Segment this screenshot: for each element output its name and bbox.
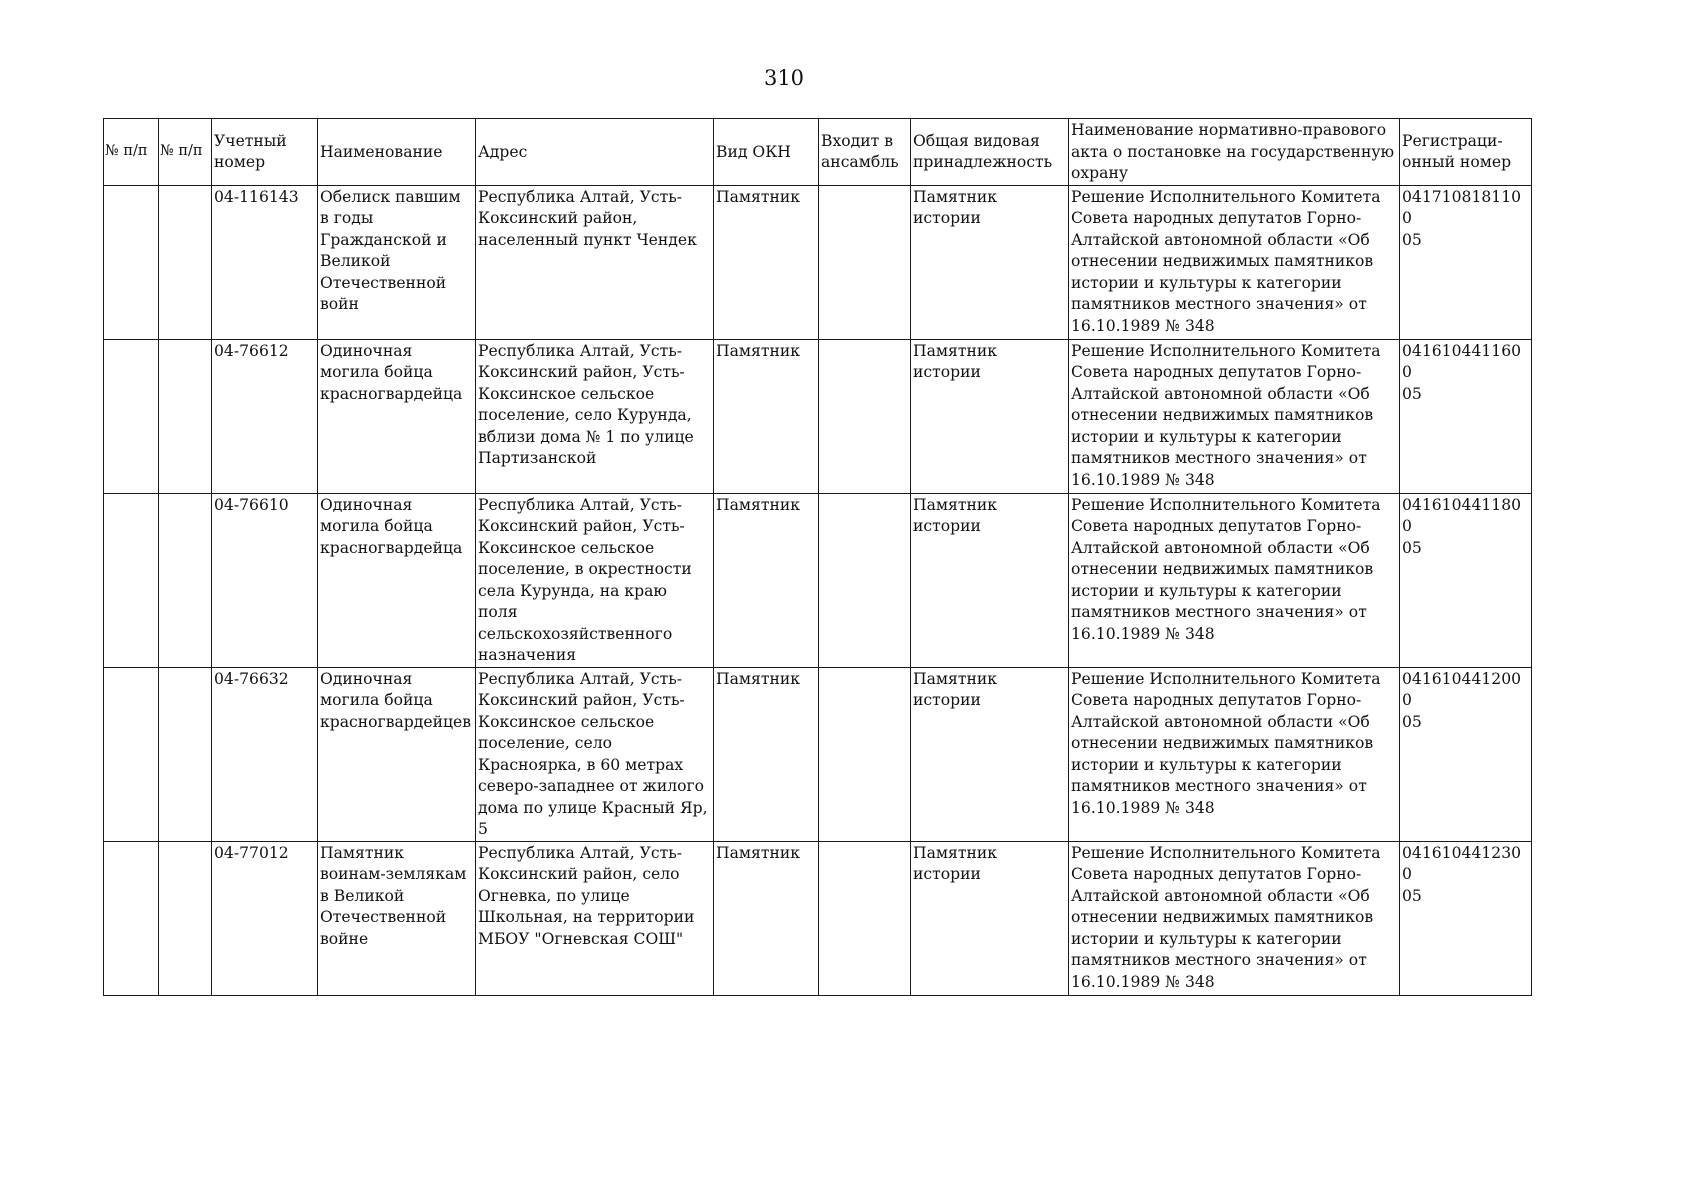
- cell-number-2: [159, 841, 212, 995]
- header-cell-act: Наименование нормативно-правового акта о постановке на государственную охрану: [1069, 119, 1400, 186]
- cell-number-1: [104, 185, 159, 339]
- cell-ensemble: [819, 667, 911, 841]
- cell-reg-number: 0416104412000 05: [1400, 667, 1532, 841]
- cell-address: Республика Алтай, Усть-Коксинский район, Усть-Коксинское сельское поселение, в окрестности села Курунда, на краю поля сельскохозяйственного назначения: [476, 493, 714, 667]
- header-cell-address: Адрес: [476, 119, 714, 186]
- header-cell-name: Наименование: [318, 119, 476, 186]
- cell-name: Обелиск павшим в годы Гражданской и Великой Отечественной войн: [318, 185, 476, 339]
- cell-account-number: 04-116143: [212, 185, 318, 339]
- cell-reg-number: 0416104411600 05: [1400, 339, 1532, 493]
- cell-name: Одиночная могила бойца красногвардейца: [318, 493, 476, 667]
- cell-reg-number: 0416104411800 05: [1400, 493, 1532, 667]
- cell-account-number: 04-76612: [212, 339, 318, 493]
- page-number: 310: [763, 66, 805, 90]
- cell-okn-type: Памятник: [714, 185, 819, 339]
- cell-name: Памятник воинам-землякам в Великой Отечественной войне: [318, 841, 476, 995]
- table-row: [104, 667, 1532, 841]
- cell-account-number: 04-77012: [212, 841, 318, 995]
- table-row: [104, 841, 1532, 995]
- cell-number-2: [159, 667, 212, 841]
- cell-act: Решение Исполнительного Комитета Совета народных депутатов Горно-Алтайской автономной области «Об отнесении недвижимых памятников истории и культуры к категории памятников местного значения» от 16.10.1989 № 348: [1069, 841, 1400, 995]
- cell-name: Одиночная могила бойца красногвардейцев: [318, 667, 476, 841]
- cell-number-2: [159, 339, 212, 493]
- cell-account-number: 04-76610: [212, 493, 318, 667]
- cell-act: Решение Исполнительного Комитета Совета народных депутатов Горно-Алтайской автономной области «Об отнесении недвижимых памятников истории и культуры к категории памятников местного значения» от 16.10.1989 № 348: [1069, 339, 1400, 493]
- header-cell-number-1: № п/п: [104, 119, 159, 186]
- header-cell-okn-type: Вид ОКН: [714, 119, 819, 186]
- header-cell-number-2: № п/п: [159, 119, 212, 186]
- cell-number-1: [104, 667, 159, 841]
- cell-okn-type: Памятник: [714, 841, 819, 995]
- cell-okn-type: Памятник: [714, 493, 819, 667]
- cell-ensemble: [819, 185, 911, 339]
- cell-number-1: [104, 339, 159, 493]
- cell-number-2: [159, 493, 212, 667]
- table-row: [104, 339, 1532, 493]
- cell-act: Решение Исполнительного Комитета Совета народных депутатов Горно-Алтайской автономной области «Об отнесении недвижимых памятников истории и культуры к категории памятников местного значения» от 16.10.1989 № 348: [1069, 493, 1400, 667]
- heritage-registry-table: [103, 118, 1532, 996]
- table-row: [104, 185, 1532, 339]
- cell-act: Решение Исполнительного Комитета Совета народных депутатов Горно-Алтайской автономной области «Об отнесении недвижимых памятников истории и культуры к категории памятников местного значения» от 16.10.1989 № 348: [1069, 667, 1400, 841]
- cell-category: Памятник истории: [911, 185, 1069, 339]
- cell-ensemble: [819, 339, 911, 493]
- cell-ensemble: [819, 493, 911, 667]
- cell-address: Республика Алтай, Усть-Коксинский район, населенный пункт Чендек: [476, 185, 714, 339]
- header-cell-ensemble: Входит в ансамбль: [819, 119, 911, 186]
- cell-okn-type: Памятник: [714, 339, 819, 493]
- cell-account-number: 04-76632: [212, 667, 318, 841]
- table-header-row: [104, 119, 1532, 186]
- cell-ensemble: [819, 841, 911, 995]
- header-cell-reg-number: Регистраци- онный номер: [1400, 119, 1532, 186]
- cell-category: Памятник истории: [911, 493, 1069, 667]
- header-cell-account-number: Учетный номер: [212, 119, 318, 186]
- cell-act: Решение Исполнительного Комитета Совета народных депутатов Горно-Алтайской автономной области «Об отнесении недвижимых памятников истории и культуры к категории памятников местного значения» от 16.10.1989 № 348: [1069, 185, 1400, 339]
- cell-address: Республика Алтай, Усть-Коксинский район, Усть-Коксинское сельское поселение, село Красноярка, в 60 метрах северо-западнее от жилого дома по улице Красный Яр, 5: [476, 667, 714, 841]
- cell-reg-number: 0416104412300 05: [1400, 841, 1532, 995]
- cell-category: Памятник истории: [911, 841, 1069, 995]
- header-cell-category: Общая видовая принадлежность: [911, 119, 1069, 186]
- cell-name: Одиночная могила бойца красногвардейца: [318, 339, 476, 493]
- cell-number-2: [159, 185, 212, 339]
- table-row: [104, 493, 1532, 667]
- cell-address: Республика Алтай, Усть-Коксинский район, село Огневка, по улице Школьная, на территории МБОУ "Огневская СОШ": [476, 841, 714, 995]
- cell-address: Республика Алтай, Усть-Коксинский район, Усть-Коксинское сельское поселение, село Курунда, вблизи дома № 1 по улице Партизанской: [476, 339, 714, 493]
- cell-category: Памятник истории: [911, 339, 1069, 493]
- cell-category: Памятник истории: [911, 667, 1069, 841]
- cell-okn-type: Памятник: [714, 667, 819, 841]
- cell-number-1: [104, 841, 159, 995]
- cell-number-1: [104, 493, 159, 667]
- cell-reg-number: 0417108181100 05: [1400, 185, 1532, 339]
